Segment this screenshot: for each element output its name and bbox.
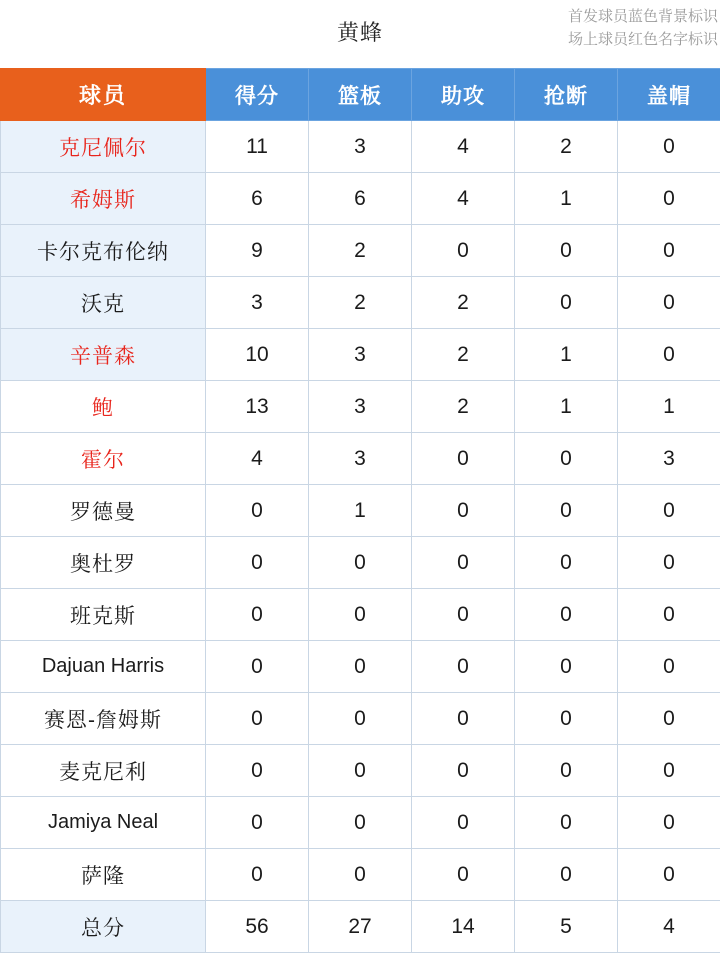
stat-cell: 0 [515, 433, 618, 485]
stat-cell: 0 [618, 329, 720, 381]
stat-cell: 2 [515, 121, 618, 173]
player-name-cell[interactable]: 卡尔克布伦纳 [1, 225, 206, 277]
table-row [1, 277, 720, 329]
stat-cell: 3 [309, 381, 412, 433]
stat-cell: 0 [515, 641, 618, 693]
table-row [1, 433, 720, 485]
stat-cell: 4 [412, 121, 515, 173]
table-row [1, 381, 720, 433]
table-row [1, 745, 720, 797]
column-header-points[interactable]: 得分 [206, 69, 309, 121]
table-header-row [1, 69, 720, 121]
player-name-cell[interactable]: 希姆斯 [1, 173, 206, 225]
stat-cell: 0 [618, 849, 720, 901]
box-score-table [0, 68, 720, 953]
player-name-cell[interactable]: 鲍 [1, 381, 206, 433]
stat-cell: 0 [618, 173, 720, 225]
table-row [1, 641, 720, 693]
table-row-total [1, 901, 720, 953]
stat-cell: 3 [309, 329, 412, 381]
stat-cell: 0 [618, 277, 720, 329]
player-name-cell[interactable]: 麦克尼利 [1, 745, 206, 797]
stat-cell: 10 [206, 329, 309, 381]
stat-cell: 3 [618, 433, 720, 485]
stat-cell: 0 [412, 849, 515, 901]
column-header-blocks[interactable]: 盖帽 [618, 69, 720, 121]
stat-cell: 4 [618, 901, 720, 953]
stat-cell: 0 [618, 641, 720, 693]
stat-cell: 0 [412, 641, 515, 693]
stat-cell: 0 [515, 693, 618, 745]
stat-cell: 0 [309, 537, 412, 589]
table-row [1, 849, 720, 901]
stat-cell: 0 [206, 797, 309, 849]
stat-cell: 0 [515, 277, 618, 329]
player-name-cell[interactable]: 赛恩-詹姆斯 [1, 693, 206, 745]
stat-cell: 2 [309, 225, 412, 277]
stat-cell: 0 [309, 589, 412, 641]
stat-cell: 0 [309, 849, 412, 901]
column-header-rebounds[interactable]: 篮板 [309, 69, 412, 121]
stat-cell: 2 [412, 329, 515, 381]
stat-cell: 2 [412, 277, 515, 329]
table-row [1, 589, 720, 641]
stat-cell: 0 [515, 849, 618, 901]
stat-cell: 27 [309, 901, 412, 953]
stat-cell: 0 [309, 797, 412, 849]
stat-cell: 0 [206, 745, 309, 797]
stat-cell: 0 [309, 693, 412, 745]
player-name-cell[interactable]: 总分 [1, 901, 206, 953]
player-name-cell[interactable]: 萨隆 [1, 849, 206, 901]
table-row [1, 329, 720, 381]
stat-cell: 2 [309, 277, 412, 329]
table-row [1, 537, 720, 589]
table-row [1, 173, 720, 225]
stat-cell: 0 [206, 537, 309, 589]
stat-cell: 1 [515, 329, 618, 381]
table-row [1, 797, 720, 849]
stat-cell: 13 [206, 381, 309, 433]
stat-cell: 0 [412, 745, 515, 797]
header-area [0, 0, 720, 68]
player-name-cell[interactable]: 罗德曼 [1, 485, 206, 537]
stat-cell: 0 [412, 485, 515, 537]
stat-cell: 3 [309, 121, 412, 173]
player-name-cell[interactable]: Jamiya Neal [1, 797, 206, 849]
stat-cell: 0 [618, 485, 720, 537]
stat-cell: 0 [515, 485, 618, 537]
stat-cell: 56 [206, 901, 309, 953]
player-name-cell[interactable]: Dajuan Harris [1, 641, 206, 693]
player-name-cell[interactable]: 班克斯 [1, 589, 206, 641]
stat-cell: 6 [206, 173, 309, 225]
stat-cell: 9 [206, 225, 309, 277]
stat-cell: 0 [309, 745, 412, 797]
stat-cell: 3 [206, 277, 309, 329]
stat-cell: 1 [515, 173, 618, 225]
table-row [1, 121, 720, 173]
table-header [1, 69, 720, 121]
stat-cell: 0 [618, 225, 720, 277]
stat-cell: 1 [618, 381, 720, 433]
page-title: 黄蜂 [0, 16, 720, 47]
stat-cell: 2 [412, 381, 515, 433]
stat-cell: 0 [515, 745, 618, 797]
stat-cell: 0 [618, 589, 720, 641]
player-name-cell[interactable]: 辛普森 [1, 329, 206, 381]
stat-cell: 4 [206, 433, 309, 485]
stat-cell: 0 [412, 693, 515, 745]
stat-cell: 5 [515, 901, 618, 953]
stat-cell: 0 [206, 641, 309, 693]
stat-cell: 0 [206, 485, 309, 537]
stat-cell: 0 [206, 589, 309, 641]
stat-cell: 14 [412, 901, 515, 953]
column-header-assists[interactable]: 助攻 [412, 69, 515, 121]
column-header-steals[interactable]: 抢断 [515, 69, 618, 121]
stat-cell: 0 [618, 745, 720, 797]
legend-line-starter: 首发球员蓝色背景标识 [568, 6, 718, 29]
stat-cell: 1 [515, 381, 618, 433]
stat-cell: 0 [618, 537, 720, 589]
table-row [1, 485, 720, 537]
player-name-cell[interactable]: 克尼佩尔 [1, 121, 206, 173]
table-row [1, 693, 720, 745]
stat-cell: 6 [309, 173, 412, 225]
stat-cell: 0 [618, 693, 720, 745]
stat-cell: 0 [206, 849, 309, 901]
stat-cell: 4 [412, 173, 515, 225]
stat-cell: 0 [618, 797, 720, 849]
stat-cell: 0 [309, 641, 412, 693]
player-name-cell[interactable]: 霍尔 [1, 433, 206, 485]
stat-cell: 0 [412, 433, 515, 485]
stat-cell: 0 [412, 225, 515, 277]
stat-cell: 11 [206, 121, 309, 173]
player-name-cell[interactable]: 沃克 [1, 277, 206, 329]
stat-cell: 0 [515, 537, 618, 589]
stat-cell: 0 [618, 121, 720, 173]
stat-cell: 0 [206, 693, 309, 745]
stat-cell: 0 [515, 225, 618, 277]
player-name-cell[interactable]: 奥杜罗 [1, 537, 206, 589]
column-header-player[interactable]: 球员 [1, 69, 206, 121]
stat-cell: 0 [515, 589, 618, 641]
stat-cell: 3 [309, 433, 412, 485]
stat-cell: 0 [412, 797, 515, 849]
legend-line-oncourt: 场上球员红色名字标识 [568, 29, 718, 52]
stat-cell: 0 [412, 589, 515, 641]
table-row [1, 225, 720, 277]
stat-cell: 0 [412, 537, 515, 589]
stat-cell: 1 [309, 485, 412, 537]
stat-cell: 0 [515, 797, 618, 849]
table-body [1, 121, 720, 953]
legend [568, 6, 718, 51]
